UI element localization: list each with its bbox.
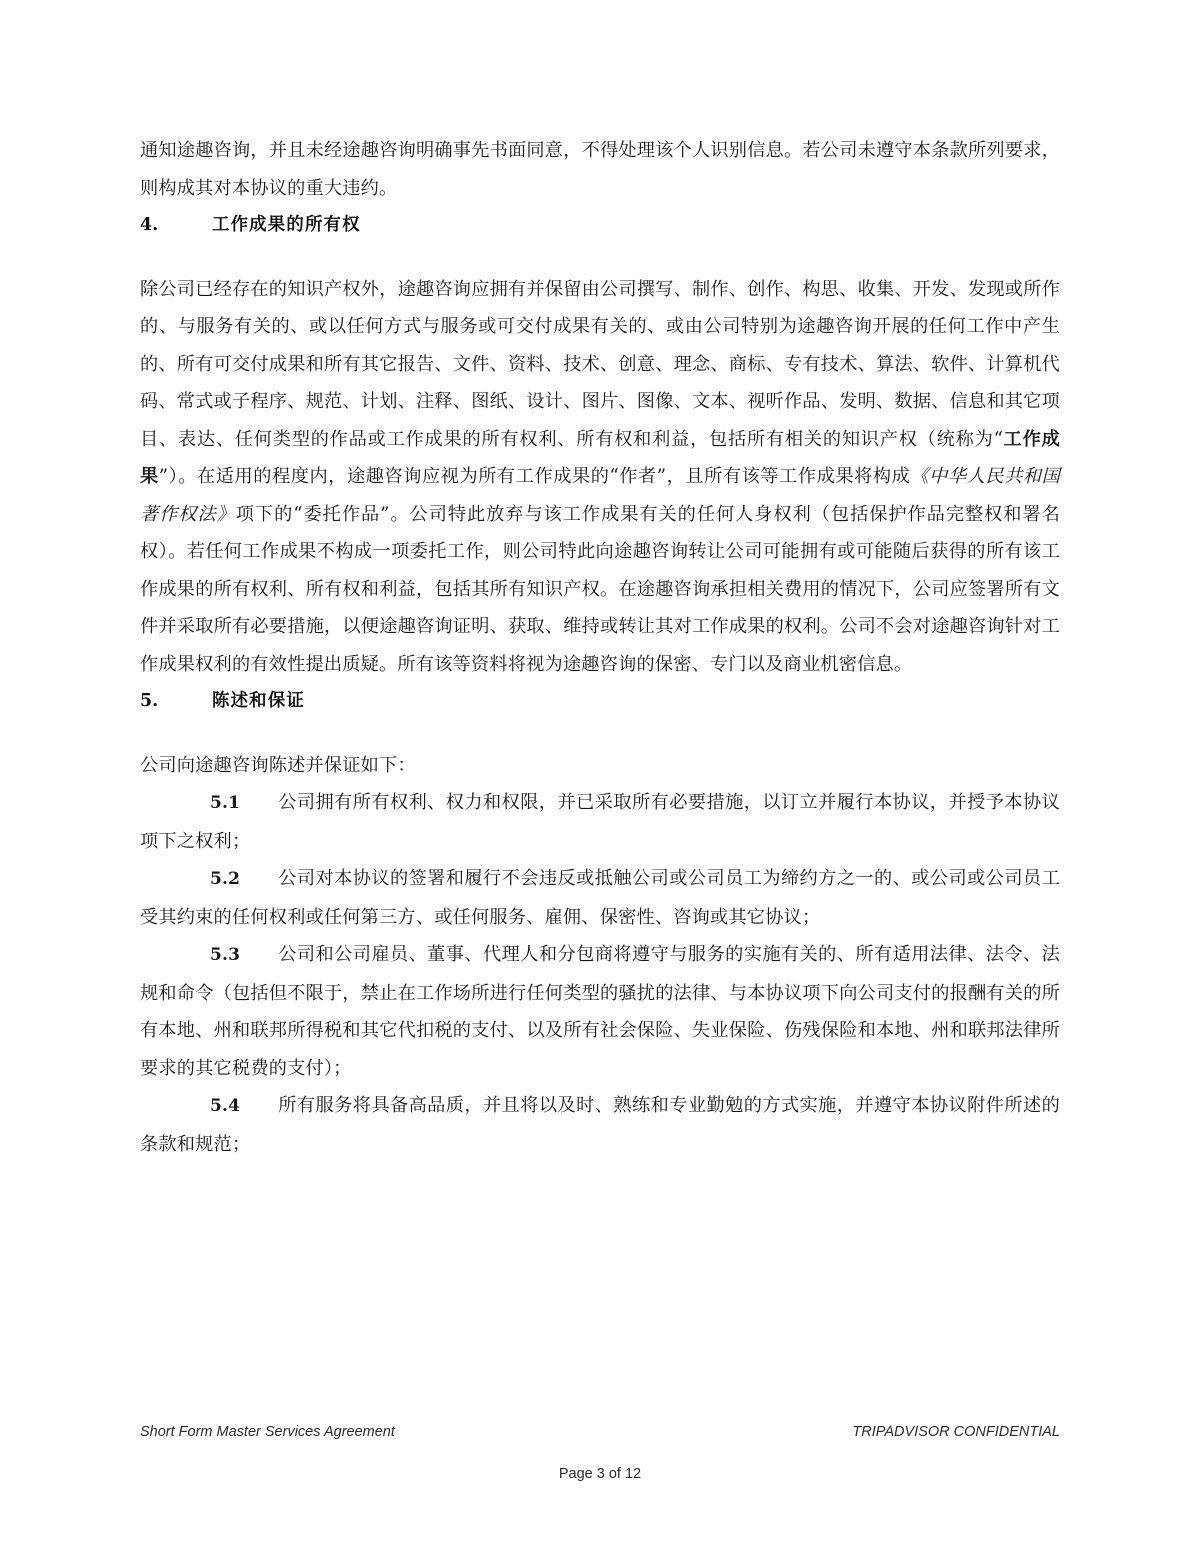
clause-text-5-1: 公司拥有所有权利、权力和权限，并已采取所有必要措施，以订立并履行本协议，并授予本协议项下之权利； — [140, 792, 1060, 852]
clause-5-1 — [140, 784, 1060, 860]
clause-text-5-2: 公司对本协议的签署和履行不会违反或抵触公司或公司员工为缔约方之一的、或公司或公司员工受其约束的任何权利或任何第三方、或任何服务、雇佣、保密性、咨询或其它协议； — [140, 868, 1060, 928]
section-heading-5 — [140, 683, 1060, 721]
footer-confidential-notice: TRIPADVISOR CONFIDENTIAL — [852, 1424, 1060, 1440]
clause-5-3 — [140, 936, 1060, 1087]
clause-number-5-1: 5.1 — [210, 793, 241, 813]
section-heading-4 — [140, 207, 1060, 245]
clause-5-2 — [140, 860, 1060, 936]
clause-number-5-3: 5.3 — [210, 945, 241, 965]
work-product-term: 工作成果 — [140, 428, 1060, 487]
page-footer — [140, 1424, 1060, 1440]
section-number-5: 5. — [140, 691, 159, 711]
section-5-intro: 公司向途趣咨询陈述并保证如下： — [140, 754, 416, 776]
copyright-law-citation: 《中华人民共和国著作权法》 — [140, 466, 1060, 525]
clause-text-5-4: 所有服务将具备高品质，并且将以及时、熟练和专业勤勉的方式实施，并遵守本协议附件所述的条款和规范； — [140, 1095, 1060, 1155]
clause-number-5-2: 5.2 — [210, 869, 241, 889]
section-4-body-part-3: 项下的“委托作品”。公司特此放弃与该工作成果有关的任何人身权利（包括保护作品完整权和署名权）。若任何工作成果不构成一项委托工作，则公司特此向途趣咨询转让公司可能拥有或可能随后获得的所有该工作成果的所有权利、所有权和利益，包括其所有知识产权。在途趣咨询承担相关费用的情况下，公司应签署所有文件并采取所有必要措施，以便途趣咨询证明、获取、维持或转让其对工作成果的权利。公司不会对途趣咨询针对工作成果权利的有效性提出质疑。所有该等资料将视为途趣咨询的保密、专门以及商业机密信息。 — [140, 503, 1060, 675]
continued-paragraph: 通知途趣咨询，并且未经途趣咨询明确事先书面同意，不得处理该个人识别信息。若公司未遵守本条款所列要求，则构成其对本协议的重大违约。 — [140, 140, 1060, 199]
clause-5-4 — [140, 1087, 1060, 1163]
section-title-4: 工作成果的所有权 — [212, 215, 361, 235]
section-4-body-part-2: ”）。在适用的程度内，途趣咨询应视为所有工作成果的“作者”，且所有该等工作成果将构成 — [158, 466, 911, 487]
document-content — [140, 132, 1060, 1163]
footer-document-title: Short Form Master Services Agreement — [140, 1424, 395, 1440]
clause-text-5-3: 公司和公司雇员、董事、代理人和分包商将遵守与服务的实施有关的、所有适用法律、法令、法规和命令（包括但不限于，禁止在工作场所进行任何类型的骚扰的法律、与本协议项下向公司支付的报酬有关的所有本地、州和联邦所得税和其它代扣税的支付、以及所有社会保险、失业保险、伤残保险和本地、州和联邦法律所要求的其它税费的支付）； — [140, 944, 1060, 1079]
clause-number-5-4: 5.4 — [210, 1096, 241, 1116]
section-title-5: 陈述和保证 — [212, 691, 305, 711]
page-number: Page 3 of 12 — [558, 1466, 642, 1482]
section-number-4: 4. — [140, 215, 159, 235]
section-4-body-part-1: 除公司已经存在的知识产权外，途趣咨询应拥有并保留由公司撰写、制作、创作、构思、收集、开发、发现或所作的、与服务有关的、或以任何方式与服务或可交付成果有关的、或由公司特别为途趣咨询开展的任何工作中产生的、所有可交付成果和所有其它报告、文件、资料、技术、创意、理念、商标、专有技术、算法、软件、计算机代码、常式或子程序、规范、计划、注释、图纸、设计、图片、图像、文本、视听作品、发明、数据、信息和其它项目、表达、任何类型的作品或工作成果的所有权利、所有权和利益，包括所有相关的知识产权（统称为“ — [140, 278, 1060, 450]
section-4-body — [140, 271, 1060, 684]
